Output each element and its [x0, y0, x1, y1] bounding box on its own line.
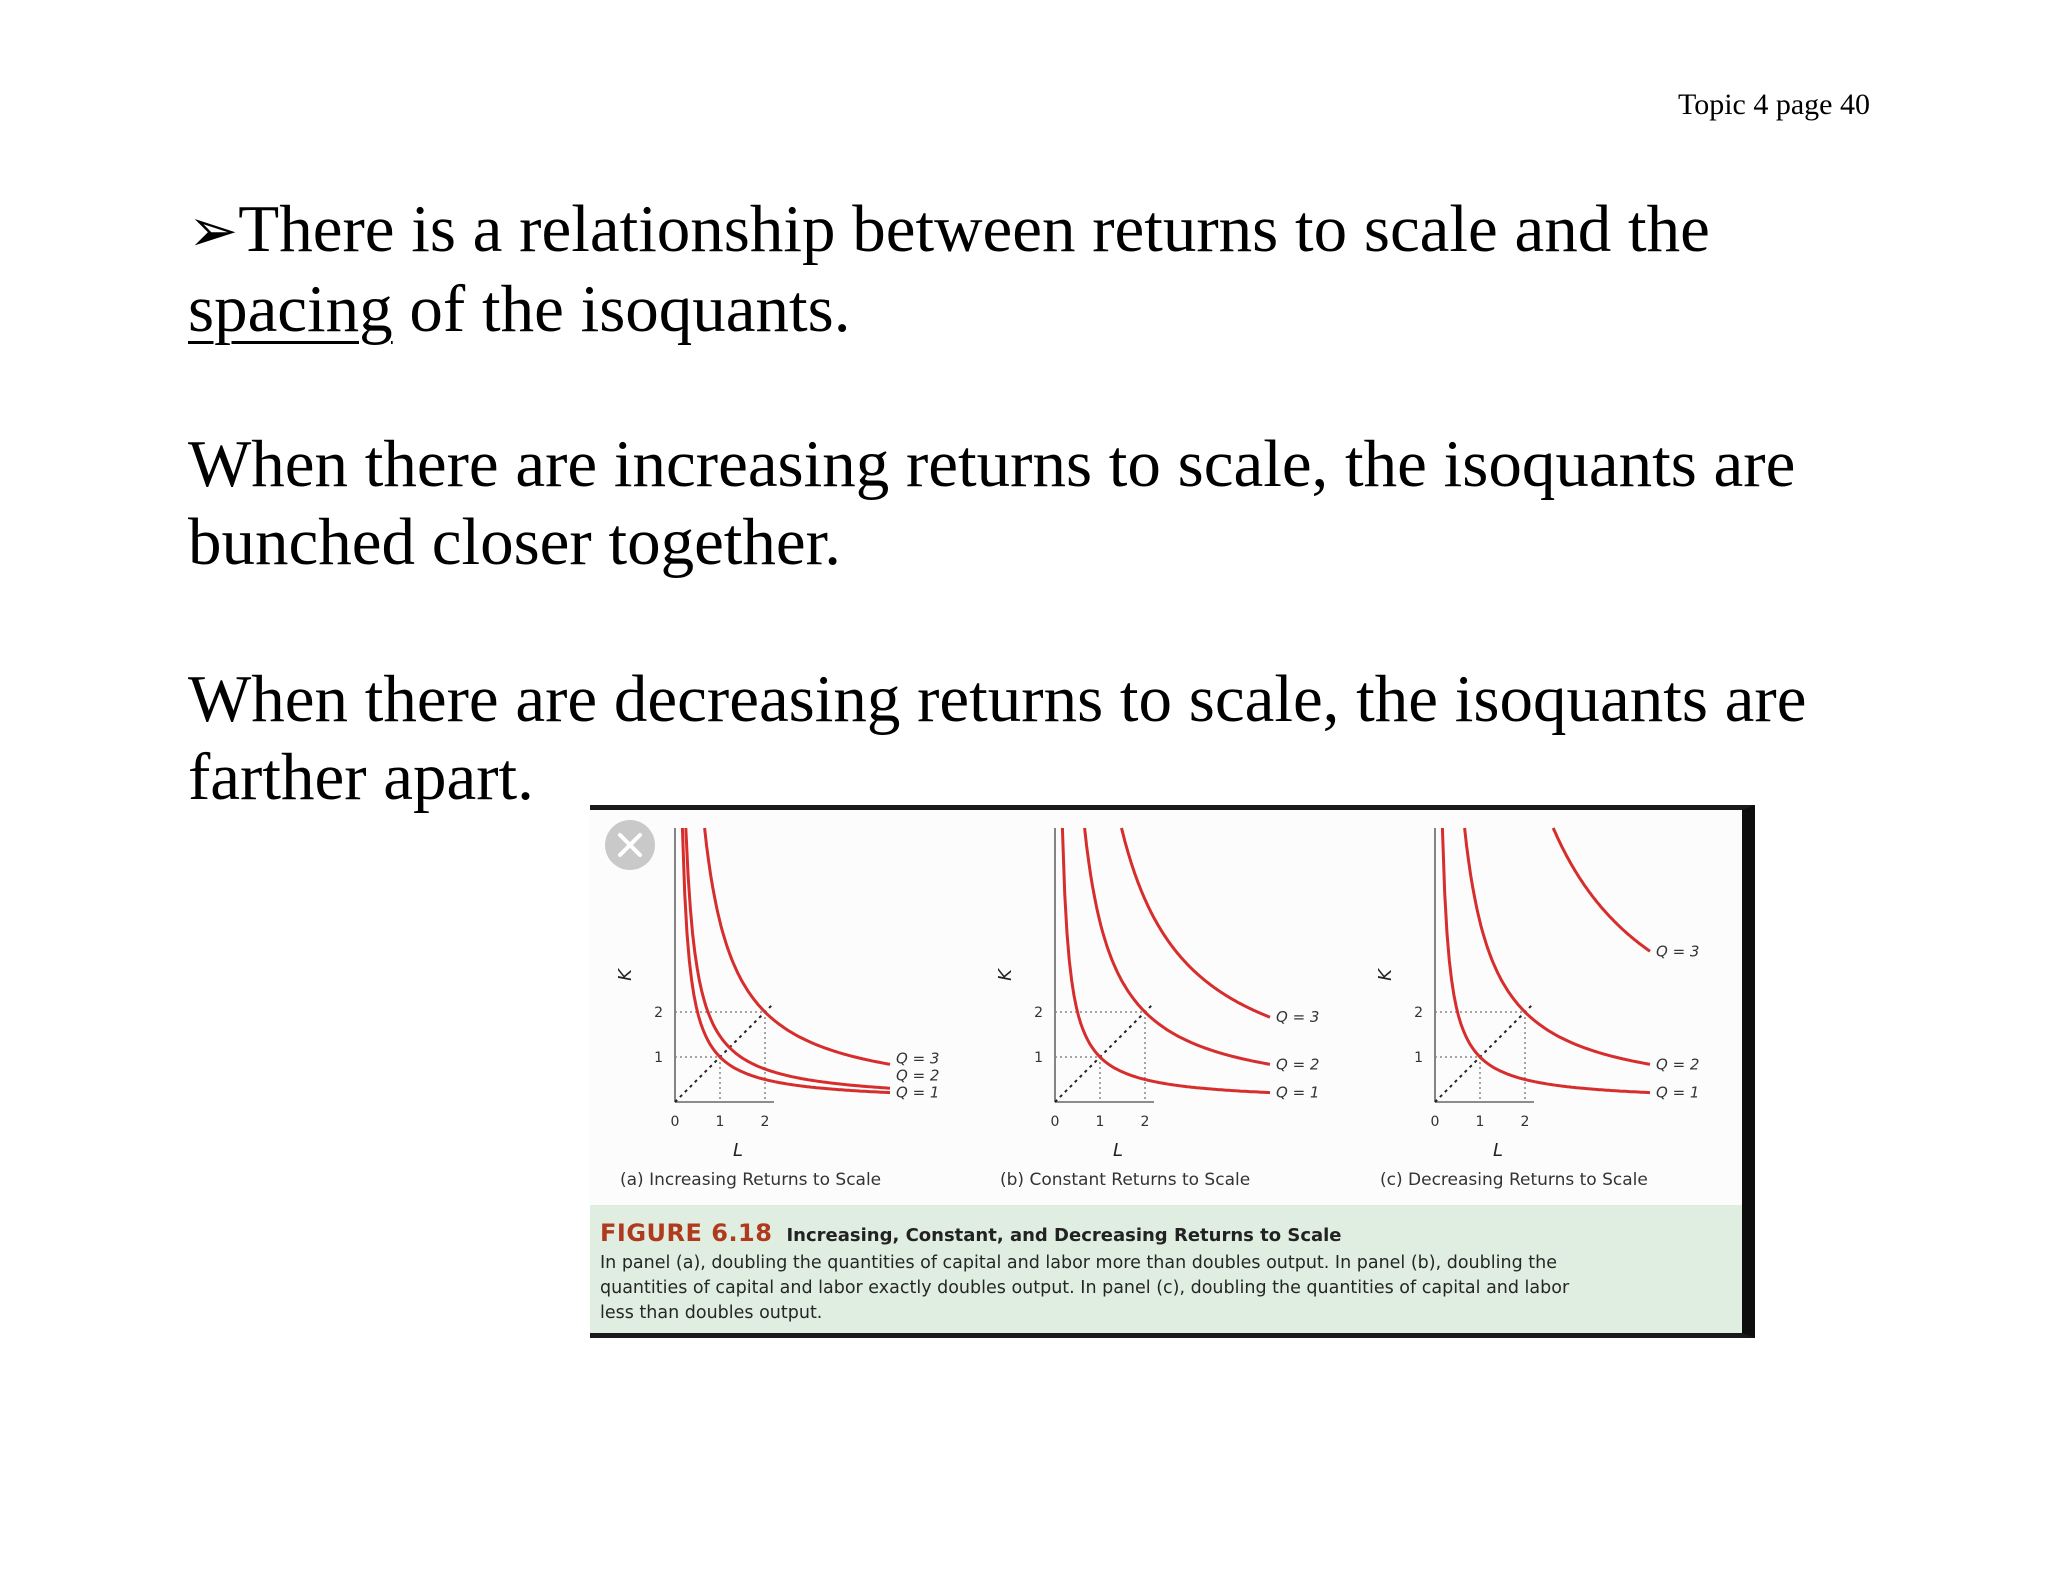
panel-a-chart [590, 810, 970, 1205]
isoquant-label: Q = 2 [1276, 1055, 1320, 1074]
isoquant-label: Q = 3 [896, 1049, 940, 1068]
x-tick-label: 0 [670, 1114, 680, 1130]
x-tick-label: 0 [1050, 1114, 1060, 1130]
isoquant-label: Q = 2 [1656, 1055, 1700, 1074]
isoquant-curve [705, 828, 890, 1064]
caption-body: In panel (a), doubling the quantities of capital and labor more than doubles output. In panel (b), doubling the quantities of capital and labor exactly doubles output. In panel (c), doubling the quantities of capital and labor less than doubles output. [600, 1253, 1570, 1323]
figure-title: Increasing, Constant, and Decreasing Returns to Scale [786, 1225, 1342, 1246]
x-tick-label: 2 [760, 1114, 770, 1130]
isoquant-curve [682, 828, 890, 1093]
figure-plots-area [590, 810, 1742, 1205]
isoquant-label: Q = 3 [1656, 942, 1700, 961]
isoquant-curve [1122, 828, 1271, 1017]
isoquant-curve [1085, 828, 1270, 1064]
paragraph-increasing: When there are increasing returns to scale, the isoquants are bunched closer together. [188, 427, 1796, 579]
panel-title: (c) Decreasing Returns to Scale [1380, 1170, 1648, 1190]
x-axis-label: L [1492, 1140, 1504, 1161]
x-axis-label: L [732, 1140, 744, 1161]
y-axis-label: K [615, 969, 636, 981]
panel-b-chart [970, 810, 1350, 1205]
figure-caption [590, 1205, 1742, 1333]
x-axis-label: L [1112, 1140, 1124, 1161]
underlined-word: spacing [188, 272, 393, 346]
y-axis-label: K [995, 969, 1016, 981]
arrow-bullet-icon: ➢ [188, 198, 239, 264]
isoquant-curve [1465, 828, 1650, 1064]
y-tick-label: 1 [1034, 1050, 1043, 1066]
panel-title: (b) Constant Returns to Scale [1000, 1170, 1251, 1190]
figure-6-18 [590, 805, 1755, 1338]
x-tick-label: 1 [1475, 1114, 1485, 1130]
y-tick-label: 1 [1414, 1050, 1423, 1066]
y-tick-label: 1 [654, 1050, 663, 1066]
x-tick-label: 2 [1140, 1114, 1150, 1130]
isoquant-curve [1062, 828, 1270, 1093]
x-tick-label: 0 [1430, 1114, 1440, 1130]
x-tick-label: 2 [1520, 1114, 1530, 1130]
y-tick-label: 2 [1034, 1005, 1043, 1021]
caption-heading [600, 1219, 1342, 1247]
isoquant-label: Q = 1 [1276, 1083, 1320, 1102]
y-tick-label: 2 [1414, 1005, 1423, 1021]
x-tick-label: 1 [1095, 1114, 1105, 1130]
bullet-text-start: There is a relationship between returns to scale and the [238, 192, 1710, 266]
bullet-paragraph [188, 190, 1888, 348]
isoquant-curve [1553, 828, 1650, 951]
y-tick-label: 2 [654, 1005, 663, 1021]
figure-number: FIGURE 6.18 [600, 1219, 773, 1247]
ray-from-origin [1055, 1003, 1154, 1102]
panel-c-chart [1350, 810, 1730, 1205]
page-label: Topic 4 page 40 [1677, 88, 1870, 121]
isoquant-label: Q = 1 [896, 1083, 940, 1102]
bullet-text-end: of the isoquants. [392, 272, 851, 346]
panel-title: (a) Increasing Returns to Scale [620, 1170, 882, 1190]
isoquant-curve [686, 828, 890, 1088]
isoquant-curve [1442, 828, 1650, 1093]
ray-from-origin [675, 1003, 774, 1102]
isoquant-label: Q = 2 [896, 1066, 940, 1085]
y-axis-label: K [1375, 969, 1396, 981]
x-tick-label: 1 [715, 1114, 725, 1130]
isoquant-label: Q = 1 [1656, 1083, 1700, 1102]
ray-from-origin [1435, 1003, 1534, 1102]
paragraph-decreasing: When there are decreasing returns to scale, the isoquants are farther apart. [188, 662, 1807, 814]
isoquant-label: Q = 3 [1276, 1008, 1320, 1027]
